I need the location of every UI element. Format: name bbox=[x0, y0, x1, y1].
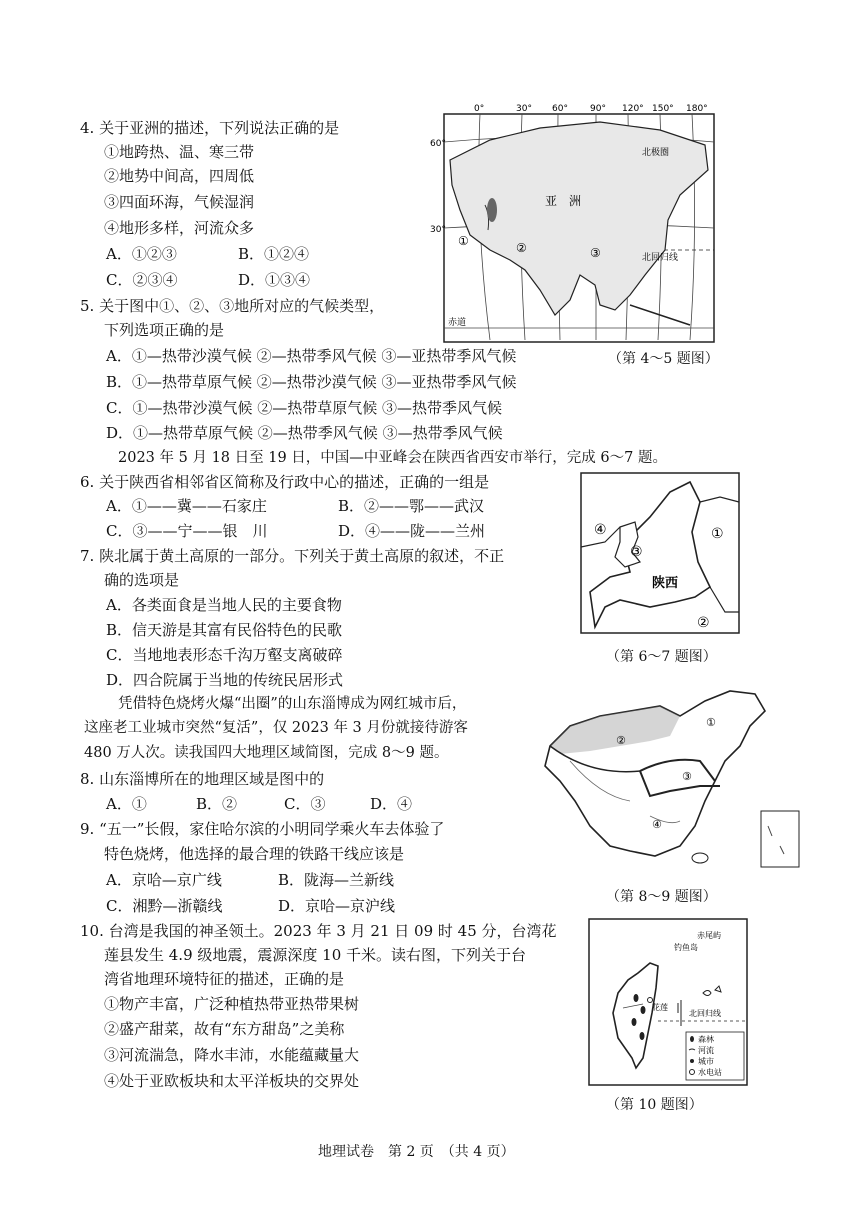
q9-option-a: A．京哈—京广线 bbox=[106, 871, 222, 889]
q10-stem-line2: 莲县发生 4.9 级地震，震源深度 10 千米。读右图，下列关于台 bbox=[104, 946, 527, 964]
lon-180: 180° bbox=[686, 104, 708, 114]
q9-option-c: C．湘黔—浙赣线 bbox=[106, 897, 223, 915]
legend-hydropower: 水电站 bbox=[698, 1068, 722, 1077]
q7-stem-line2: 确的选项是 bbox=[104, 571, 180, 589]
q10-stem-line3: 湾省地理环境特征的描述，正确的是 bbox=[104, 970, 345, 988]
q4-option-d: D．①③④ bbox=[238, 271, 311, 289]
city-legend-icon bbox=[690, 1059, 694, 1063]
q4-statement-1: ①地跨热、温、寒三带 bbox=[104, 143, 255, 161]
china-marker-4: ④ bbox=[652, 818, 662, 831]
q7-option-a: A．各类面食是当地人民的主要食物 bbox=[106, 596, 342, 614]
china-marker-1: ① bbox=[706, 716, 716, 729]
china-figure-caption: （第 8～9 题图） bbox=[606, 889, 717, 905]
q5-option-b: B．①—热带草原气候 ②—热带沙漠气候 ③—亚热带季风气候 bbox=[106, 373, 517, 391]
q7-option-b: B．信天游是其富有民俗特色的民歌 bbox=[106, 621, 343, 639]
q6-stem: 6. 关于陕西省相邻省区简称及行政中心的描述，正确的一组是 bbox=[80, 473, 490, 491]
q6-option-b: B．②——鄂——武汉 bbox=[338, 497, 485, 515]
shaanxi-marker-3: ③ bbox=[630, 544, 643, 560]
lon-150: 150° bbox=[652, 104, 674, 114]
q4-option-c: C．②③④ bbox=[106, 271, 178, 289]
q9-option-b: B．陇海—兰新线 bbox=[278, 871, 395, 889]
lon-90: 90° bbox=[590, 104, 606, 114]
q7-stem-line1: 7. 陕北属于黄土高原的一部分。下列关于黄土高原的叙述，不正 bbox=[80, 547, 505, 565]
q5-option-d: D．①—热带草原气候 ②—热带季风气候 ③—热带季风气候 bbox=[106, 424, 503, 442]
q6-option-a: A．①——冀——石家庄 bbox=[106, 497, 267, 515]
lat-60: 60° bbox=[430, 139, 446, 149]
label-arctic-circle: 北极圈 bbox=[642, 148, 670, 158]
label-chiwei-islet: 赤尾屿 bbox=[697, 931, 721, 940]
shaanxi-figure-caption: （第 6～7 题图） bbox=[606, 649, 717, 665]
q4-option-a: A．①②③ bbox=[106, 245, 177, 263]
shaanxi-map-figure bbox=[580, 472, 740, 634]
q9-option-d: D．京哈—京沪线 bbox=[278, 897, 396, 915]
q9-stem-line1: 9. “五一”长假，家住哈尔滨的小明同学乘火车去体验了 bbox=[80, 820, 445, 838]
taiwan-map-figure bbox=[588, 918, 748, 1086]
legend-river: 河流 bbox=[698, 1046, 714, 1055]
q5-option-a: A．①—热带沙漠气候 ②—热带季风气候 ③—亚热带季风气候 bbox=[106, 347, 517, 365]
q8-stem: 8. 山东淄博所在的地理区域是图中的 bbox=[80, 770, 325, 788]
lon-30: 30° bbox=[516, 104, 532, 114]
legend-forest: 森林 bbox=[698, 1035, 714, 1044]
lon-0: 0° bbox=[474, 104, 485, 114]
legend-city: 城市 bbox=[698, 1057, 714, 1066]
label-equator: 赤道 bbox=[448, 318, 467, 328]
hydropower-legend-icon bbox=[690, 1070, 695, 1075]
q10-statement-3: ③河流湍急，降水丰沛，水能蕴藏量大 bbox=[104, 1046, 360, 1064]
q10-stem-line1: 10. 台湾是我国的神圣领土。2023 年 3 月 21 日 09 时 45 分，台湾花 bbox=[80, 922, 557, 940]
asia-marker-1: ① bbox=[458, 234, 469, 248]
q6-option-c: C．③——宁——银 川 bbox=[106, 522, 268, 540]
q7-option-d: D．四合院属于当地的传统民居形式 bbox=[106, 671, 344, 689]
label-tropic-cancer: 北回归线 bbox=[642, 253, 679, 263]
lon-60: 60° bbox=[552, 104, 568, 114]
q8-option-b: B．② bbox=[196, 795, 238, 813]
q4-option-b: B．①②④ bbox=[238, 245, 310, 263]
forest-legend-icon bbox=[690, 1036, 694, 1042]
lat-30: 30° bbox=[430, 225, 446, 235]
label-hualien: 花莲 bbox=[652, 1003, 668, 1012]
q10-statement-4: ④处于亚欧板块和太平洋板块的交界处 bbox=[104, 1072, 360, 1090]
shaanxi-marker-1: ① bbox=[711, 526, 724, 542]
page-footer: 地理试卷 第 2 页 （共 4 页） bbox=[318, 1144, 515, 1160]
taiwan-figure-caption: （第 10 题图） bbox=[606, 1097, 703, 1113]
label-asia: 亚 洲 bbox=[545, 194, 582, 208]
q4-statement-4: ④地形多样，河流众多 bbox=[104, 219, 255, 237]
q6-option-d: D．④——陇——兰州 bbox=[338, 522, 486, 540]
q10-statement-2: ②盛产甜菜，故有“东方甜岛”之美称 bbox=[104, 1020, 345, 1038]
q5-stem-line2: 下列选项正确的是 bbox=[104, 321, 225, 339]
q4-statement-2: ②地势中间高，四周低 bbox=[104, 167, 255, 185]
china-marker-3: ③ bbox=[682, 770, 692, 783]
q4-statement-3: ③四面环海，气候湿润 bbox=[104, 193, 255, 211]
intro-q8-9-line1: 凭借特色烧烤火爆“出圈”的山东淄博成为网红城市后， bbox=[118, 696, 467, 712]
label-tropic-cancer-taiwan: 北回归线 bbox=[689, 1009, 721, 1018]
q4-stem: 4. 关于亚洲的描述，下列说法正确的是 bbox=[80, 119, 340, 137]
q10-statement-1: ①物产丰富，广泛种植热带亚热带果树 bbox=[104, 995, 360, 1013]
q8-option-c: C．③ bbox=[284, 795, 326, 813]
intro-q8-9-line3: 480 万人次。读我国四大地理区域简图，完成 8～9 题。 bbox=[84, 745, 449, 761]
q5-option-c: C．①—热带沙漠气候 ②—热带草原气候 ③—热带季风气候 bbox=[106, 399, 503, 417]
q7-option-c: C．当地地表形态千沟万壑支离破碎 bbox=[106, 646, 343, 664]
lon-120: 120° bbox=[622, 104, 644, 114]
intro-q6-7: 2023 年 5 月 18 日至 19 日，中国—中亚峰会在陕西省西安市举行，完成 6～7 题。 bbox=[118, 450, 667, 466]
asia-map-figure bbox=[430, 100, 715, 345]
asia-marker-3: ③ bbox=[590, 246, 601, 260]
q9-stem-line2: 特色烧烤，他选择的最合理的铁路干线应该是 bbox=[104, 845, 405, 863]
asia-marker-2: ② bbox=[516, 241, 527, 255]
intro-q8-9-line2: 这座老工业城市突然“复活”，仅 2023 年 3 月份就接待游客 bbox=[84, 720, 468, 736]
asia-figure-caption: （第 4～5 题图） bbox=[608, 351, 719, 367]
label-shaanxi: 陕西 bbox=[652, 576, 679, 591]
q8-option-d: D．④ bbox=[370, 795, 413, 813]
q8-option-a: A．① bbox=[106, 795, 147, 813]
china-marker-2: ② bbox=[616, 734, 626, 747]
china-regions-map-figure bbox=[530, 686, 805, 876]
shaanxi-marker-4: ④ bbox=[594, 522, 607, 538]
q5-stem-line1: 5. 关于图中①、②、③地所对应的气候类型， bbox=[80, 297, 385, 315]
shaanxi-marker-2: ② bbox=[697, 615, 710, 631]
label-diaoyu-island: 钓鱼岛 bbox=[674, 943, 698, 952]
